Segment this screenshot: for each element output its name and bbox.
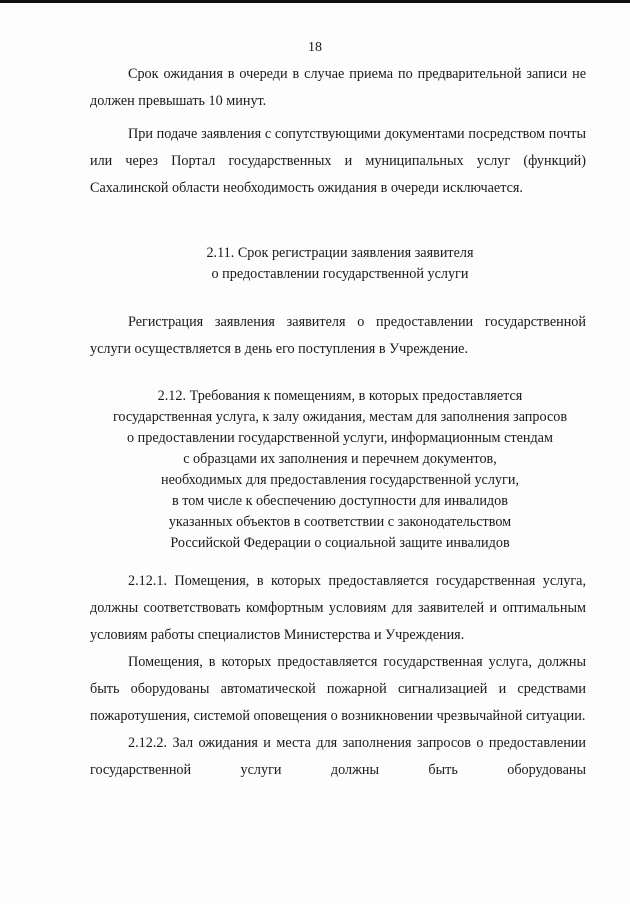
section-2-11-heading bbox=[60, 243, 620, 285]
paragraph-postal-submission: При подаче заявления с сопутствующими документами посредством почты или через Портал государственных и муниципальных услуг (функций) Сахалинской области необходимость ожидания в очереди исключается. bbox=[90, 126, 586, 196]
paragraph-registration: Регистрация заявления заявителя о предоставлении государственной услуги осуществляется в день его поступления в Учреждение. bbox=[90, 314, 586, 357]
top-text-block bbox=[90, 61, 586, 202]
paragraph-2-12-1: 2.12.1. Помещения, в которых предоставляется государственная услуга, должны соответствовать комфортным условиям для заявителей и оптимальным условиям работы специалистов Министерства и Учреждения. bbox=[90, 573, 586, 643]
section-2-12-heading-line: необходимых для предоставления государственной услуги, bbox=[161, 472, 519, 488]
section-2-12-heading-line: о предоставлении государственной услуги, информационным стендам bbox=[127, 430, 553, 446]
section-2-12-heading bbox=[60, 386, 620, 554]
section-2-12-heading-line: в том числе к обеспечению доступности для инвалидов bbox=[172, 493, 508, 509]
scan-top-edge bbox=[0, 0, 630, 3]
page-number: 18 bbox=[308, 40, 322, 55]
section-2-12-heading-line: государственная услуга, к залу ожидания, местам для заполнения запросов bbox=[112, 409, 568, 425]
paragraph-fire-safety: Помещения, в которых предоставляется государственная услуга, должны быть оборудованы автоматической пожарной сигнализацией и средствами пожаротушения, системой оповещения о возникновении чрезвычайной ситуации. bbox=[90, 654, 586, 724]
paragraph-queue-wait: Срок ожидания в очереди в случае приема по предварительной записи не должен превышать 10 минут. bbox=[90, 66, 586, 109]
section-2-11-body bbox=[90, 309, 586, 363]
section-2-12-heading-line: указанных объектов в соответствии с законодательством bbox=[168, 514, 512, 530]
section-2-12-body bbox=[90, 568, 586, 784]
section-2-11-heading-line: о предоставлении государственной услуги bbox=[211, 266, 469, 282]
section-2-11-heading-line: 2.11. Срок регистрации заявления заявителя bbox=[206, 245, 474, 261]
paragraph-2-12-2: 2.12.2. Зал ожидания и места для заполнения запросов о предоставлении государственной услуги должны быть оборудованы bbox=[90, 735, 586, 778]
section-2-12-heading-line: 2.12. Требования к помещениям, в которых предоставляется bbox=[157, 388, 523, 404]
section-2-12-heading-line: с образцами их заполнения и перечнем документов, bbox=[183, 451, 497, 467]
section-2-12-heading-line: Российской Федерации о социальной защите инвалидов bbox=[170, 535, 510, 551]
